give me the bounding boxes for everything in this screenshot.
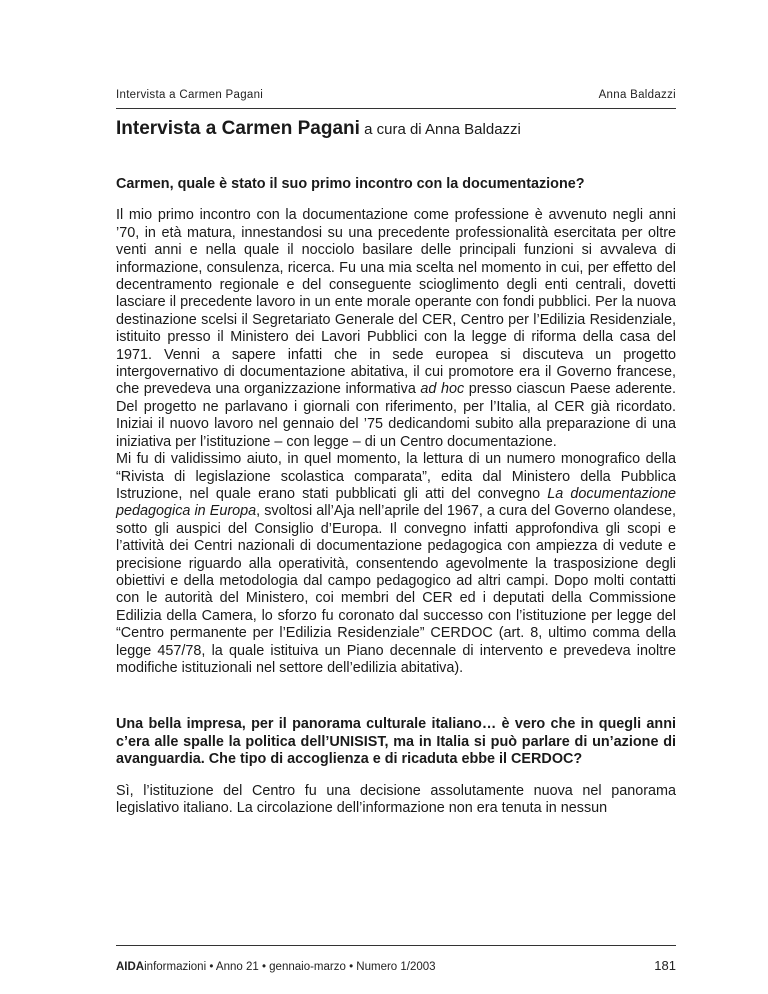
article-title-main: Intervista a Carmen Pagani — [116, 118, 360, 139]
answer-text: Mi fu di validissimo aiuto, in quel momento, la lettura di un numero monografico della “Rivista di legislazione scolastica comparata”, edita dal Ministero della Pubblica Istruzione, nel quale erano stati pubblicati gli atti del convegno — [116, 451, 676, 502]
article-title-byline: a cura di Anna Baldazzi — [359, 121, 521, 138]
page-number: 181 — [654, 958, 676, 973]
running-header-right: Anna Baldazzi — [598, 89, 676, 101]
interview-question: Carmen, quale è stato il suo primo incontro con la documentazione? — [116, 176, 585, 192]
answer-text: Il mio primo incontro con la documentazione come professione è avvenuto negli anni ’70, in età matura, innestandosi su una precedente professionalità esercitata per oltre venti anni e nella quale il nocciolo basilare delle principali funzioni si avvaleva di informazione, consulenza, ricerca. Fu una mia scelta nel momento in cui, per effetto del decentramento regionale e del conseguente scioglimento degli enti centrali, dovetti lasciare il precedente lavoro in un ente morale operante con fondi pubblici. Per la nuova destinazione scelsi il Segretariato Generale del CER, Centro per l’Edilizia Residenziale, istituito presso il Ministero dei Lavori Pubblici con la legge di riforma della casa del 1971. Venni a sapere infatti che in sede europea si discuteva un progetto intergovernativo di documentazione abitativa, il cui promotore era il Governo francese, che prevedeva una organizzazione informativa — [116, 207, 676, 398]
page-footer — [116, 958, 676, 973]
footer-rule — [116, 945, 676, 946]
answer-paragraph — [116, 451, 676, 677]
answer-text: presso ciascun Paese aderente. Del progetto ne parlavano i giornali con riferimento, per l’Italia, al CER già ricordato. Iniziai il nuovo lavoro nel gennaio del ’75 dedicandomi subito alla preparazione di una iniziativa per l’istituzione – con legge – di un Centro documentazione. — [116, 381, 677, 450]
article-body — [116, 176, 676, 817]
answer-paragraph: Sì, l’istituzione del Centro fu una decisione assolutamente nuova nel panorama legislativo italiano. La circolazione dell’informazione non era tenuta in nessun — [116, 782, 676, 816]
running-header — [116, 89, 676, 101]
article-title — [116, 118, 686, 140]
answer-emphasis: ad hoc — [420, 381, 465, 398]
header-rule — [116, 108, 676, 109]
answer-emphasis: La documentazione pedagogica in Europa — [116, 485, 677, 520]
journal-issue: informazioni • Anno 21 • gennaio-marzo • Numero 1/2003 — [144, 961, 436, 973]
running-header-left: Intervista a Carmen Pagani — [116, 89, 264, 101]
section-spacer — [116, 677, 676, 716]
answer-text: , svoltosi all’Aja nell’aprile del 1967, a cura del Governo olandese, sotto gli auspici del Consiglio d’Europa. Il convegno infatti approfondiva gli scopi e l’attività dei Centri nazionali di documentazione pedagogica con ampiezza di vedute e precisione riguardo alla operatività, consentendo agevolmente la trasposizione degli obiettivi e della metodologia dal campo pedagogico ad altri campi. Dopo molti contatti con le autorità del Ministero, coi membri del CER ed i deputati della Commissione Edilizia della Camera, lo sforzo fu coronato dal successo con l’istituzione per legge del “Centro permanente per l’Edilizia Residenziale” CERDOC (art. 8, ultimo comma della legge 457/78, la quale istituiva un Piano decennale di intervento e prevedeva inoltre modifiche istituzionali nel settore dell’edilizia abitativa). — [116, 503, 676, 676]
journal-citation — [116, 961, 436, 973]
journal-brand: AIDA — [116, 961, 145, 973]
answer-paragraph — [116, 207, 676, 451]
interview-question: Una bella impresa, per il panorama culturale italiano… è vero che in quegli anni c’era alle spalle la politica dell’UNISIST, ma in Italia si può parlare di un’azione di avanguardia. Che tipo di accoglienza e di ricaduta ebbe il CERDOC? — [116, 716, 676, 768]
